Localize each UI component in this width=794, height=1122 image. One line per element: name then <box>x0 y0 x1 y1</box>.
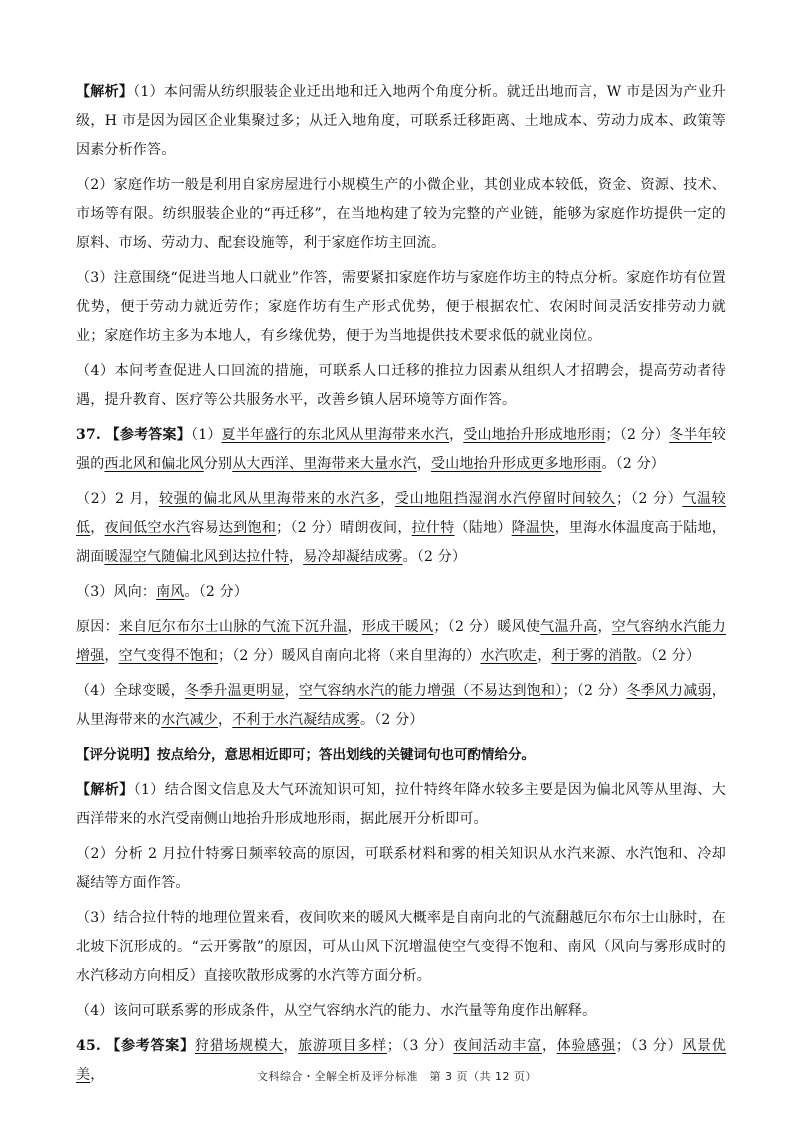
key-phrase: 风景优美 <box>76 1038 727 1083</box>
key-phrase: 利于雾的消散 <box>551 648 637 664</box>
q37-answer-3-reason <box>76 613 726 671</box>
q37-answer-4 <box>76 677 726 735</box>
key-phrase: 降温快 <box>511 520 555 536</box>
q37-analysis-4: （4）该问可联系雾的形成条件，从空气容纳水汽的能力、水汽量等角度作出解释。 <box>76 1003 597 1019</box>
scoring-note: 【评分说明】按点给分，意思相近即可；答出划线的关键词句也可酌情给分。 <box>76 747 535 763</box>
key-phrase: 易冷却凝结成雾 <box>303 549 403 565</box>
text-run: （3）风向： <box>76 584 157 600</box>
q37-analysis-1 <box>76 776 726 834</box>
text-run: ；（2 分）暖风自南向北将（来自里海的） <box>218 648 481 664</box>
key-phrase: 水汽减少 <box>161 712 219 728</box>
key-phrase: 空气变得不饱和 <box>118 648 219 664</box>
text-run: ， <box>541 1038 557 1054</box>
text-run: 容易 <box>190 520 219 536</box>
key-phrase: 来自厄尔布尔士山脉的气流下沉升温 <box>118 619 348 635</box>
text-run: ， <box>289 549 304 565</box>
key-phrase: 冬半年 <box>669 427 712 443</box>
analysis-paragraph-2: （2）家庭作坊一般是利用自家房屋进行小规模生产的小微企业，其创业成本较低，资金、资源、技术、市场等有限。纺织服装企业的“再迁移”，在当地构建了较为完整的产业链，能够为家庭作坊提供一定的原料、市场、劳动力、配套设施等，利于家庭作坊主回流。 <box>76 177 726 251</box>
analysis-paragraph-3: （3）注意围绕“促进当地人口就业”作答，需要紧扣家庭作坊与家庭作坊主的特点分析。家庭作坊有位置优势，便于劳动力就近劳作；家庭作坊有生产形式优势，便于根据农忙、农闲时间灵活安排劳动力就业；家庭作坊主多为本地人，有乡缘优势，便于为当地提供技术要求低的就业岗位。 <box>76 270 726 344</box>
key-phrase: 旅游项目多样 <box>298 1038 387 1054</box>
key-phrase: 空气容纳水汽能力增强 <box>76 619 727 664</box>
analysis-paragraph-1 <box>76 78 726 165</box>
text-run: ， <box>449 427 464 443</box>
key-phrase: 体验感强 <box>556 1038 616 1054</box>
text-run: ；（2 分）晴朗夜间， <box>276 520 412 536</box>
text-run: ；（3 分） <box>615 1038 683 1054</box>
analysis-heading: 【解析】 <box>76 84 134 100</box>
text-run: ；（3 分） <box>386 1038 454 1054</box>
text-run: 分别 <box>203 456 233 472</box>
text-run: 原因： <box>76 619 119 635</box>
key-phrase: 形成干暖风 <box>361 619 434 635</box>
q37-answer-1 <box>76 421 726 479</box>
text-run: （2）2 月， <box>76 491 159 507</box>
text-run: ， <box>104 648 119 664</box>
text-run: 较强的 <box>76 427 727 472</box>
answer-heading: 【参考答案】 <box>105 427 191 443</box>
text-run: ， <box>283 1038 299 1054</box>
text-run: （陆地） <box>454 520 512 536</box>
key-phrase: 不利于水汽凝结成雾 <box>232 712 361 728</box>
key-phrase: 受山地抬升形成更多地形雨 <box>431 456 602 472</box>
text-run: 。（2 分） <box>402 549 467 565</box>
analysis-text: （1）结合图文信息及大气环流知识可知，拉什特终年降水较多主要是因为偏北风等从里海、大西洋带来的水汽受南侧山地抬升形成地形雨，据此展开分析即可。 <box>76 782 726 827</box>
key-phrase: 水汽吹走 <box>480 648 538 664</box>
key-phrase: 夜间活动丰富 <box>453 1038 542 1054</box>
key-phrase: 冬季升温更明显 <box>184 683 285 699</box>
key-phrase: 狩猎场规模大 <box>194 1038 284 1054</box>
key-phrase: 达到饱和 <box>218 520 277 536</box>
text-run: 。（2 分） <box>601 456 665 472</box>
text-run: ；（2 分）暖风使 <box>433 619 541 635</box>
text-run: （4）全球变暖， <box>76 683 185 699</box>
text-run: ；（2 分） <box>616 491 683 507</box>
text-run: 。（2 分） <box>360 712 424 728</box>
text-run: 。（2 分） <box>636 648 701 664</box>
key-phrase: 西北风和偏北风 <box>104 456 204 472</box>
text-run: ， <box>218 712 233 728</box>
question-number: 45. <box>76 1038 101 1054</box>
analysis-text: （1）本问需从纺织服装企业迁出地和迁入地两个角度分析。就迁出地而言，W 市是因为产业升级，H 市是因为园区企业集聚过多；从迁入地角度，可联系迁移距离、土地成本、劳动力成本、政策等因素分析作答。 <box>76 84 726 158</box>
text-run: ， <box>284 683 299 699</box>
text-run: ；（2 分） <box>562 683 627 699</box>
q37-analysis-2: （2）分析 2 月拉什特雾日频率较高的原因，可联系材料和雾的相关知识从水汽来源、水汽饱和、冷却凝结等方面作答。 <box>76 846 726 891</box>
key-phrase: 冬季风力减弱 <box>626 683 712 699</box>
text-run: ，里海水体温度高于陆地，湖面 <box>76 520 726 565</box>
q37-analysis-3: （3）结合拉什特的地理位置来看，夜间吹来的暖风大概率是自南向北的气流翻越厄尔布尔士山脉时，在北坡下沉形成的。“云开雾散”的原因，可从山风下沉增温使空气变得不饱和、南风（风向与雾形成时的水汽移动方向相反）直接吹散形成雾的水汽等方面分析。 <box>76 910 726 984</box>
question-number: 37. <box>76 427 101 443</box>
key-phrase: 南风 <box>156 584 185 600</box>
text-run: 。（2 分） <box>184 584 249 600</box>
text-run: ， <box>597 619 612 635</box>
page-footer: 文科综合・全解全析及评分标准 第 3 页（共 12 页） <box>257 1070 537 1083</box>
key-phrase: 空气容纳水汽的能力增强（不易达到饱和） <box>298 683 563 699</box>
key-phrase: 夜间低空水汽 <box>104 520 191 536</box>
key-phrase: 暖湿空气随偏北风到达拉什特 <box>104 549 290 565</box>
key-phrase: 拉什特 <box>411 520 455 536</box>
page-content <box>76 78 726 1096</box>
text-run: ， <box>537 648 552 664</box>
key-phrase: 受山地抬升形成地形雨 <box>463 427 606 443</box>
key-phrase: 气温较低 <box>76 491 727 536</box>
text-run: ， <box>380 491 395 507</box>
text-run: ；（2 分） <box>605 427 670 443</box>
text-run: （1） <box>190 427 222 443</box>
key-phrase: 气温升高 <box>540 619 598 635</box>
text-run: ， <box>416 456 432 472</box>
text-run: ，从里海带来的 <box>76 683 726 728</box>
key-phrase: 受山地阻挡湿润水汽停留时间较久 <box>394 491 617 507</box>
text-run: ， <box>90 1067 105 1083</box>
analysis-paragraph-4: （4）本问考查促进人口回流的措施，可联系人口迁移的推拉力因素从组织人才招聘会，提高劳动者待遇，提升教育、医疗等公共服务水平，改善乡镇人居环境等方面作答。 <box>76 363 726 408</box>
key-phrase: 从大西洋、里海带来大量水汽 <box>232 456 417 472</box>
answer-heading: 【参考答案】 <box>106 1038 195 1054</box>
analysis-heading: 【解析】 <box>76 782 134 798</box>
q37-answer-3 <box>76 578 726 607</box>
text-run: ， <box>90 520 105 536</box>
q37-answer-2 <box>76 485 726 572</box>
key-phrase: 较强的偏北风从里海带来的水汽多 <box>158 491 381 507</box>
text-run: ， <box>347 619 362 635</box>
key-phrase: 夏半年盛行的东北风从里海带来水汽 <box>221 427 450 443</box>
